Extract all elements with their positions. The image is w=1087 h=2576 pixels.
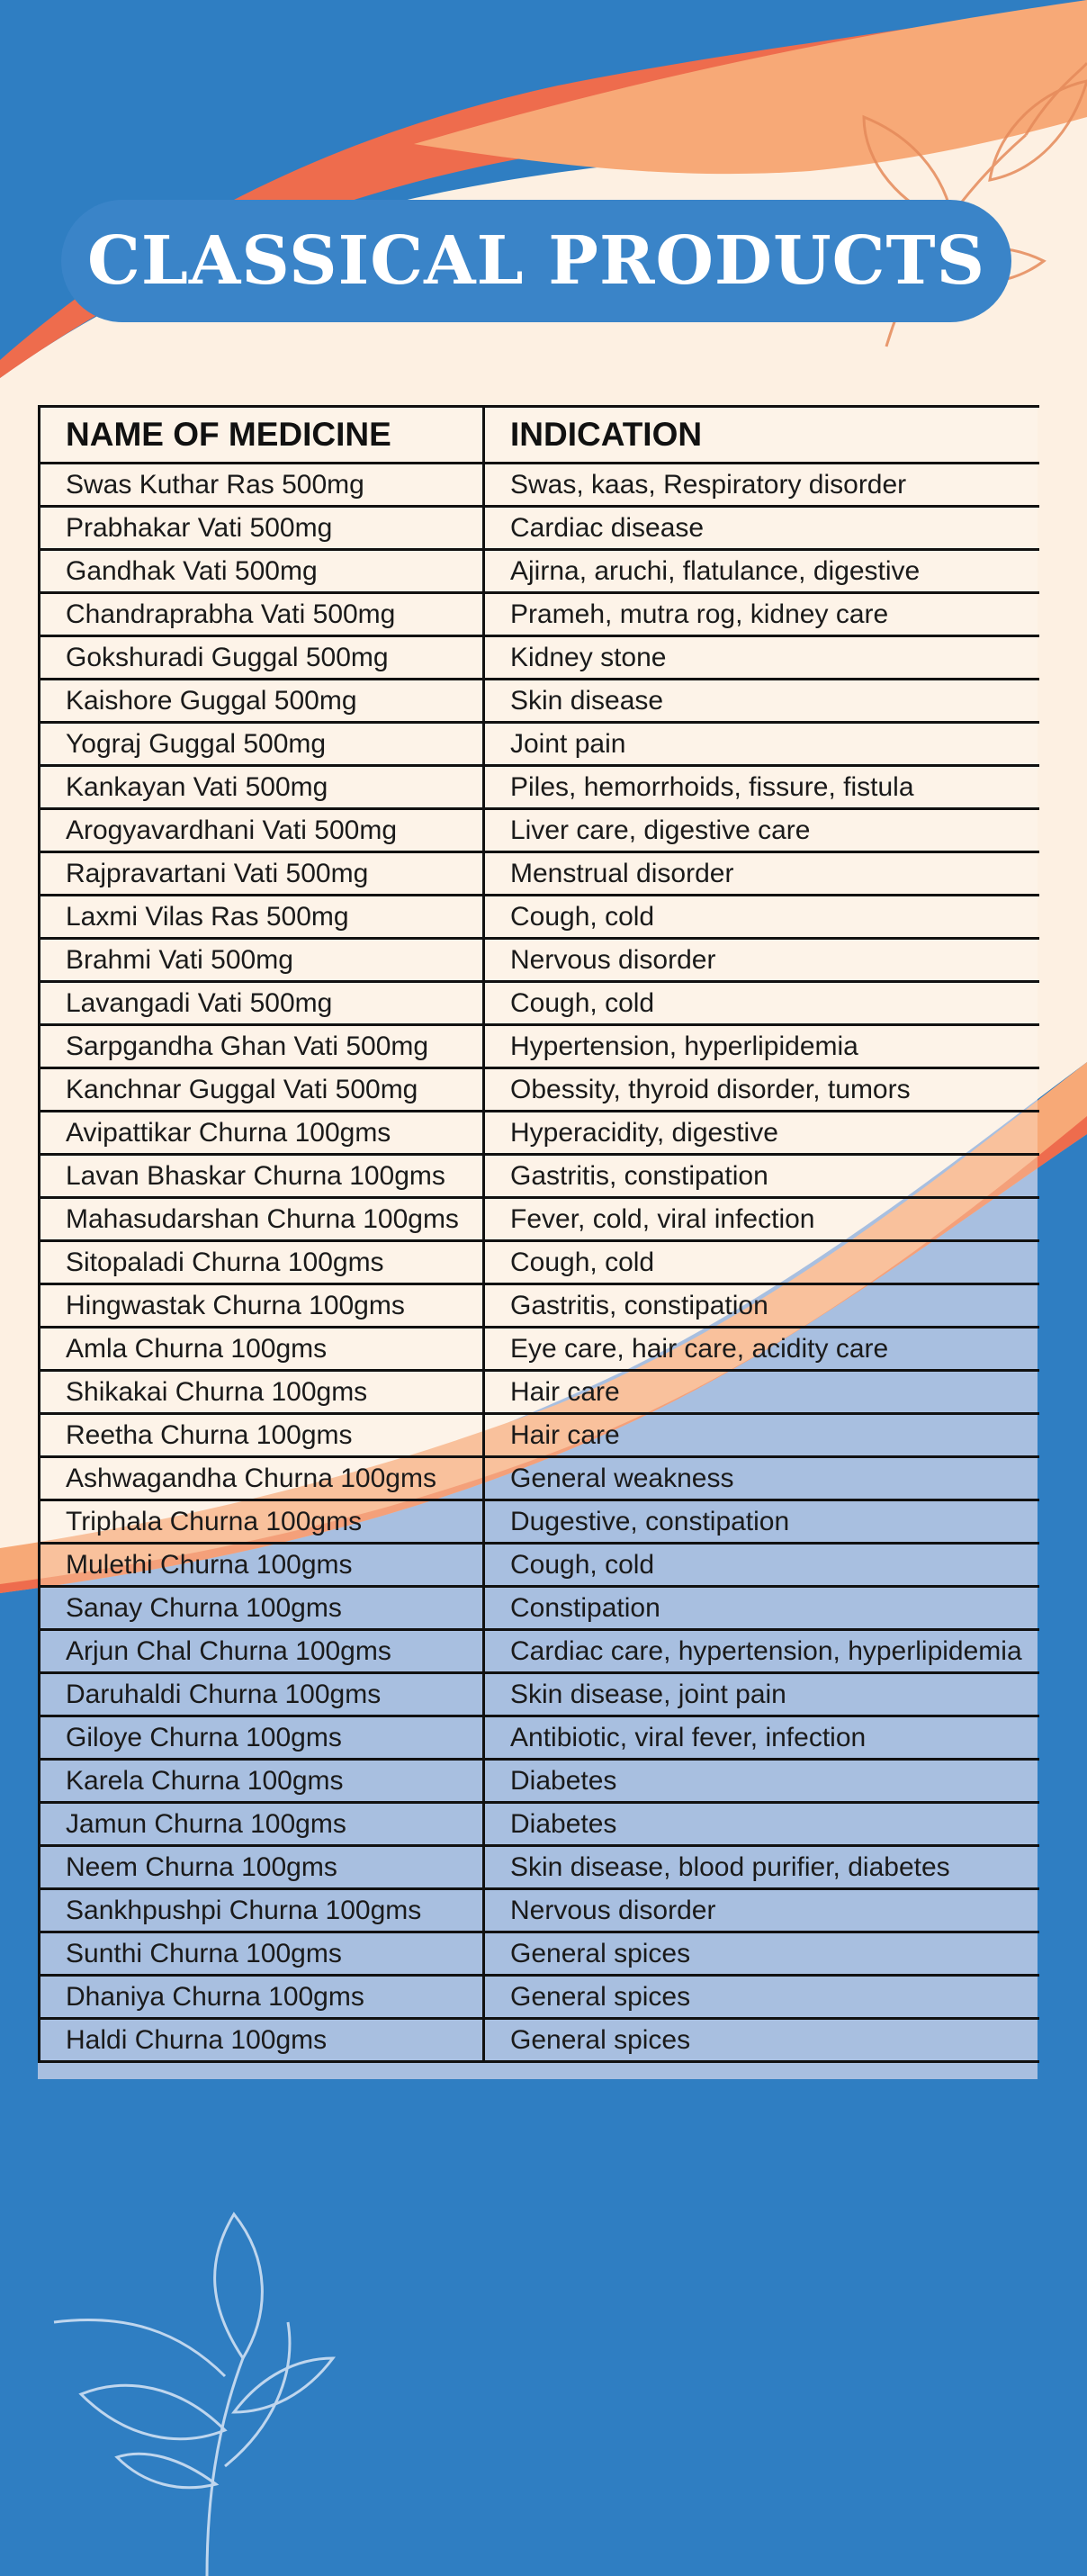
table-row [40,766,1039,809]
medicine-name-cell: Gandhak Vati 500mg [40,550,484,593]
indication-cell: Gastritis, constipation [484,1284,1039,1328]
medicine-name-cell: Jamun Churna 100gms [40,1803,484,1846]
indication-cell: Skin disease, blood purifier, diabetes [484,1846,1039,1889]
table-row [40,1544,1039,1587]
medicine-name-cell: Lavangadi Vati 500mg [40,982,484,1025]
products-table [38,405,1039,2063]
table-header-row [40,407,1039,464]
indication-cell: Hypertension, hyperlipidemia [484,1025,1039,1068]
table-row [40,1587,1039,1630]
medicine-name-cell: Sanay Churna 100gms [40,1587,484,1630]
indication-cell: General spices [484,2019,1039,2062]
medicine-name-cell: Amla Churna 100gms [40,1328,484,1371]
table-row [40,809,1039,852]
page-title: CLASSICAL PRODUCTS [86,222,986,300]
table-row [40,1716,1039,1760]
table-row [40,1889,1039,1932]
indication-cell: Fever, cold, viral infection [484,1198,1039,1241]
medicine-name-cell: Rajpravartani Vati 500mg [40,852,484,896]
indication-cell: Cough, cold [484,1241,1039,1284]
indication-cell: Nervous disorder [484,1889,1039,1932]
medicine-name-cell: Daruhaldi Churna 100gms [40,1673,484,1716]
table-row [40,1371,1039,1414]
medicine-name-cell: Sarpgandha Ghan Vati 500mg [40,1025,484,1068]
medicine-name-cell: Haldi Churna 100gms [40,2019,484,2062]
table-row [40,896,1039,939]
table-row [40,1932,1039,1976]
indication-cell: Cough, cold [484,896,1039,939]
indication-cell: Ajirna, aruchi, flatulance, digestive [484,550,1039,593]
medicine-name-cell: Brahmi Vati 500mg [40,939,484,982]
indication-cell: Menstrual disorder [484,852,1039,896]
table-row [40,1803,1039,1846]
indication-cell: General spices [484,1976,1039,2019]
table-row [40,852,1039,896]
table-row [40,1284,1039,1328]
medicine-name-cell: Sankhpushpi Churna 100gms [40,1889,484,1932]
table-row [40,1241,1039,1284]
indication-cell: Cardiac care, hypertension, hyperlipidemia [484,1630,1039,1673]
medicine-name-cell: Karela Churna 100gms [40,1760,484,1803]
medicine-name-cell: Chandraprabha Vati 500mg [40,593,484,636]
medicine-name-cell: Swas Kuthar Ras 500mg [40,464,484,507]
table-row [40,1457,1039,1500]
medicine-name-cell: Hingwastak Churna 100gms [40,1284,484,1328]
products-table-container [38,405,1038,2063]
medicine-name-cell: Kaishore Guggal 500mg [40,680,484,723]
indication-cell: Dugestive, constipation [484,1500,1039,1544]
indication-cell: Cough, cold [484,982,1039,1025]
medicine-name-cell: Sitopaladi Churna 100gms [40,1241,484,1284]
indication-cell: Antibiotic, viral fever, infection [484,1716,1039,1760]
indication-cell: Hair care [484,1414,1039,1457]
table-row [40,1112,1039,1155]
table-row [40,723,1039,766]
medicine-name-cell: Gokshuradi Guggal 500mg [40,636,484,680]
table-row [40,982,1039,1025]
table-row [40,593,1039,636]
table-row [40,2019,1039,2062]
medicine-name-cell: Arogyavardhani Vati 500mg [40,809,484,852]
table-row [40,1673,1039,1716]
table-row [40,1328,1039,1371]
medicine-name-cell: Triphala Churna 100gms [40,1500,484,1544]
indication-cell: Skin disease, joint pain [484,1673,1039,1716]
indication-cell: Kidney stone [484,636,1039,680]
table-row [40,464,1039,507]
indication-cell: Gastritis, constipation [484,1155,1039,1198]
table-row [40,550,1039,593]
table-row [40,1025,1039,1068]
indication-cell: General weakness [484,1457,1039,1500]
medicine-name-cell: Mahasudarshan Churna 100gms [40,1198,484,1241]
indication-cell: Diabetes [484,1760,1039,1803]
indication-cell: Cough, cold [484,1544,1039,1587]
medicine-name-cell: Avipattikar Churna 100gms [40,1112,484,1155]
medicine-name-cell: Dhaniya Churna 100gms [40,1976,484,2019]
table-row [40,1760,1039,1803]
medicine-name-cell: Sunthi Churna 100gms [40,1932,484,1976]
table-row [40,1846,1039,1889]
indication-cell: Liver care, digestive care [484,809,1039,852]
medicine-name-cell: Yograj Guggal 500mg [40,723,484,766]
indication-cell: Constipation [484,1587,1039,1630]
table-row [40,507,1039,550]
title-banner [61,200,1011,322]
indication-cell: Prameh, mutra rog, kidney care [484,593,1039,636]
indication-cell: Diabetes [484,1803,1039,1846]
table-row [40,939,1039,982]
medicine-name-cell: Lavan Bhaskar Churna 100gms [40,1155,484,1198]
leaf-outline-bottom-left [54,2214,333,2576]
table-body [40,464,1039,2062]
table-row [40,1976,1039,2019]
indication-cell: Hyperacidity, digestive [484,1112,1039,1155]
indication-cell: General spices [484,1932,1039,1976]
indication-cell: Piles, hemorrhoids, fissure, fistula [484,766,1039,809]
medicine-name-cell: Neem Churna 100gms [40,1846,484,1889]
indication-cell: Eye care, hair care, acidity care [484,1328,1039,1371]
header-indication: INDICATION [484,407,1039,464]
medicine-name-cell: Laxmi Vilas Ras 500mg [40,896,484,939]
medicine-name-cell: Giloye Churna 100gms [40,1716,484,1760]
indication-cell: Swas, kaas, Respiratory disorder [484,464,1039,507]
table-row [40,1630,1039,1673]
header-name-of-medicine: NAME OF MEDICINE [40,407,484,464]
table-row [40,680,1039,723]
indication-cell: Joint pain [484,723,1039,766]
table-row [40,1155,1039,1198]
indication-cell: Hair care [484,1371,1039,1414]
medicine-name-cell: Prabhakar Vati 500mg [40,507,484,550]
medicine-name-cell: Mulethi Churna 100gms [40,1544,484,1587]
medicine-name-cell: Arjun Chal Churna 100gms [40,1630,484,1673]
medicine-name-cell: Reetha Churna 100gms [40,1414,484,1457]
indication-cell: Skin disease [484,680,1039,723]
medicine-name-cell: Kankayan Vati 500mg [40,766,484,809]
indication-cell: Nervous disorder [484,939,1039,982]
medicine-name-cell: Shikakai Churna 100gms [40,1371,484,1414]
table-row [40,636,1039,680]
table-row [40,1198,1039,1241]
table-row [40,1068,1039,1112]
indication-cell: Cardiac disease [484,507,1039,550]
medicine-name-cell: Ashwagandha Churna 100gms [40,1457,484,1500]
table-row [40,1500,1039,1544]
medicine-name-cell: Kanchnar Guggal Vati 500mg [40,1068,484,1112]
indication-cell: Obessity, thyroid disorder, tumors [484,1068,1039,1112]
table-row [40,1414,1039,1457]
